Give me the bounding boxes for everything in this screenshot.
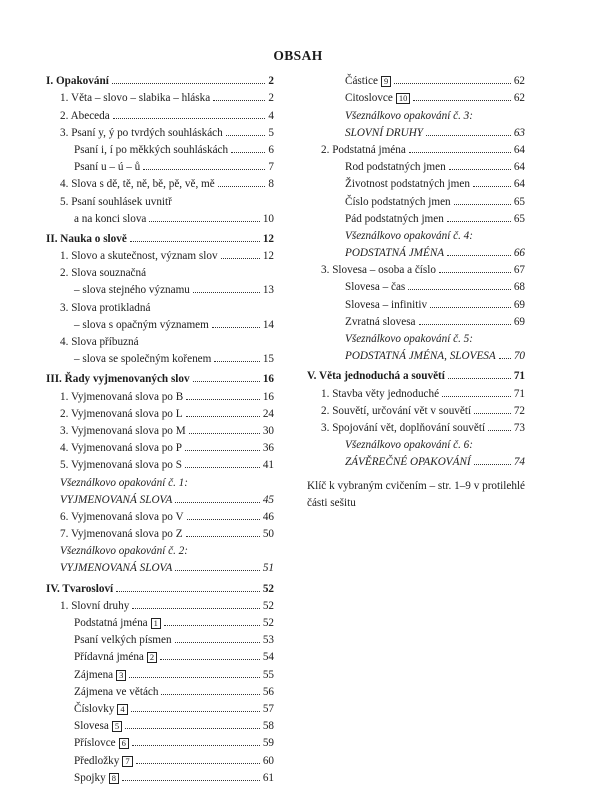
toc-page-number: 8	[268, 178, 274, 191]
toc-entry-title: Částice	[345, 75, 378, 88]
dot-leader	[186, 399, 260, 400]
toc-page-number: 65	[513, 212, 525, 225]
toc-entry-title: Podstatná jména	[74, 617, 148, 629]
toc-entry-title: 3. Psaní y, ý po tvrdých souhláskách	[60, 126, 223, 139]
exercise-number-box: 8	[109, 773, 119, 784]
toc-page-number: 24	[262, 407, 274, 420]
toc-entry-title: 3. Spojování vět, doplňování souvětí	[321, 421, 486, 434]
toc-entry	[46, 122, 274, 139]
toc-entry-title: Všeználkovo opakování č. 2:	[60, 545, 188, 558]
toc-review-entry	[46, 489, 274, 506]
exercise-number-box: 4	[117, 704, 127, 715]
toc-entry	[46, 314, 274, 331]
dot-leader	[213, 100, 265, 101]
toc-entry-title: Pád podstatných jmen	[345, 212, 444, 225]
toc-page-number: 12	[262, 250, 274, 263]
dot-leader	[193, 381, 260, 382]
toc-entry-title: Rod podstatných jmen	[345, 161, 446, 174]
toc-page-number: 51	[262, 562, 274, 575]
toc-entry-title: II. Nauka o slově	[46, 232, 127, 245]
toc-entry	[307, 208, 525, 225]
dot-leader	[187, 519, 260, 520]
toc-review-label	[46, 471, 274, 488]
toc-entry-title: 1. Slovní druhy	[60, 599, 130, 612]
toc-entry	[46, 348, 274, 365]
exercise-number-box: 1	[151, 618, 161, 629]
dot-leader	[409, 152, 511, 153]
dot-leader	[221, 258, 260, 259]
toc-entry-title: Psaní i, í po měkkých souhláskách	[74, 143, 229, 156]
dot-leader	[164, 625, 260, 626]
dot-leader	[499, 358, 511, 359]
dot-leader	[218, 186, 266, 187]
toc-entry-title: 2. Abeceda	[60, 109, 110, 122]
toc-entry-title: ZÁVĚREČNÉ OPAKOVÁNÍ	[345, 456, 471, 469]
exercise-number-box: 6	[119, 738, 129, 749]
exercise-number-box: 7	[122, 756, 132, 767]
exercise-number-box: 9	[381, 76, 391, 87]
toc-entry-title: Zájmena ve větách	[74, 685, 159, 698]
toc-entry-title: 2. Vyjmenovaná slova po L	[60, 407, 183, 420]
toc-review-entry	[307, 345, 525, 362]
exercise-number-box: 3	[116, 670, 126, 681]
toc-entry-title: I. Opakování	[46, 75, 109, 88]
toc-page-number: 57	[262, 702, 274, 715]
toc-entry	[46, 663, 274, 680]
toc-entry-title: Spojky	[74, 771, 106, 784]
toc-page-number: 71	[513, 370, 525, 383]
toc-entry	[307, 400, 525, 417]
dot-leader	[185, 450, 260, 451]
dot-leader	[448, 378, 511, 379]
toc-page-number: 64	[513, 161, 525, 174]
toc-page-number: 46	[262, 510, 274, 523]
dot-leader	[442, 396, 511, 397]
toc-entry-title: Přídavná jména	[74, 651, 144, 664]
toc-page-number: 14	[262, 318, 274, 331]
toc-review-entry	[46, 557, 274, 574]
toc-entry-title: a na konci slova	[74, 212, 147, 225]
toc-entry	[307, 276, 525, 293]
toc-entry-title: 5. Psaní souhlásek uvnitř	[60, 195, 172, 208]
dot-leader	[473, 186, 511, 187]
toc-entry-title: Citoslovce	[345, 92, 393, 105]
dot-leader	[394, 83, 511, 84]
dot-leader	[136, 763, 260, 764]
toc-entry-title: Psaní u – ú – ů	[74, 161, 141, 174]
toc-entry	[46, 156, 274, 173]
toc-page-number: 16	[262, 390, 274, 403]
toc-entry	[46, 245, 274, 262]
dot-leader	[160, 659, 260, 660]
dot-leader	[175, 642, 260, 643]
dot-leader	[161, 694, 259, 695]
toc-entry	[307, 382, 525, 399]
toc-right-column	[307, 70, 525, 512]
toc-entry-title: Zájmena	[74, 668, 114, 681]
toc-page-number: 64	[513, 178, 525, 191]
toc-entry-title: VYJMENOVANÁ SLOVA	[60, 562, 173, 575]
toc-entry-title: 3. Vyjmenovaná slova po M	[60, 424, 186, 437]
toc-page-number: 65	[513, 195, 525, 208]
toc-entry	[46, 454, 274, 471]
toc-entry-title: 2. Slova souznačná	[60, 267, 147, 280]
dot-leader	[193, 292, 260, 293]
toc-review-label	[307, 328, 525, 345]
toc-page-number: 36	[262, 442, 274, 455]
toc-page-number: 66	[513, 247, 525, 260]
toc-entry	[46, 646, 274, 663]
toc-entry	[307, 190, 525, 207]
toc-entry	[46, 437, 274, 454]
dot-leader	[113, 118, 266, 119]
dot-leader	[447, 221, 511, 222]
dot-leader	[132, 745, 260, 746]
toc-entry-title: 2. Souvětí, určování vět v souvětí	[321, 404, 472, 417]
toc-entry-title: Všeználkovo opakování č. 5:	[345, 333, 473, 345]
toc-section-heading	[307, 365, 525, 382]
dot-leader	[426, 135, 511, 136]
toc-page-number: 54	[262, 651, 274, 664]
toc-page-number: 74	[513, 456, 525, 469]
toc-entry-title: 5. Vyjmenovaná slova po S	[60, 459, 182, 472]
toc-entry	[307, 293, 525, 310]
dot-leader	[122, 780, 260, 781]
toc-page-number: 69	[513, 315, 525, 328]
toc-page-number: 4	[268, 109, 274, 122]
toc-entry	[307, 70, 525, 87]
toc-entry	[307, 139, 525, 156]
toc-entry-title: 2. Podstatná jména	[321, 143, 406, 156]
toc-page-number: 73	[513, 421, 525, 434]
toc-left-column	[46, 70, 274, 784]
dot-leader	[125, 728, 260, 729]
toc-entry-title: Číslo podstatných jmen	[345, 195, 451, 208]
exercise-number-box: 2	[147, 652, 157, 663]
toc-entry-title: Všeználkovo opakování č. 3:	[345, 109, 473, 122]
dot-leader	[226, 135, 266, 136]
toc-page-number: 45	[262, 493, 274, 506]
toc-page-number: 64	[513, 143, 525, 156]
toc-review-label	[307, 104, 525, 121]
toc-review-entry	[307, 451, 525, 468]
toc-entry	[307, 259, 525, 276]
toc-page-number: 30	[262, 424, 274, 437]
dot-leader	[430, 307, 511, 308]
toc-entry	[46, 296, 274, 313]
toc-page-number: 62	[513, 92, 525, 105]
toc-section-heading	[46, 577, 274, 594]
dot-leader	[214, 361, 259, 362]
toc-page-number: 52	[262, 599, 274, 612]
toc-page-number: 53	[262, 634, 274, 647]
toc-page-number: 50	[262, 528, 274, 541]
dot-leader	[488, 430, 511, 431]
toc-entry-title: IV. Tvarosloví	[46, 582, 114, 595]
toc-page-number: 55	[262, 668, 274, 681]
dot-leader	[419, 324, 511, 325]
dot-leader	[439, 272, 511, 273]
dot-leader	[231, 152, 265, 153]
toc-entry	[46, 767, 274, 784]
toc-page-number: 56	[262, 685, 274, 698]
dot-leader	[131, 711, 260, 712]
toc-entry-title: 6. Vyjmenovaná slova po V	[60, 510, 184, 523]
toc-section-heading	[46, 70, 274, 87]
toc-entry	[46, 506, 274, 523]
toc-section-heading	[46, 228, 274, 245]
toc-entry	[46, 87, 274, 104]
toc-entry-title: Slovesa	[74, 720, 109, 733]
toc-page-number: 7	[268, 161, 274, 174]
toc-entry-title: – slova stejného významu	[74, 284, 190, 297]
dot-leader	[132, 608, 260, 609]
toc-entry-title: Slovesa – čas	[345, 281, 406, 294]
toc-review-entry	[307, 122, 525, 139]
page-title: OBSAH	[273, 48, 323, 63]
toc-entry	[46, 681, 274, 698]
toc-entry	[46, 139, 274, 156]
toc-entry	[46, 262, 274, 279]
dot-leader	[143, 169, 265, 170]
toc-entry	[46, 595, 274, 612]
toc-entry-title: – slova s opačným významem	[74, 318, 209, 331]
dot-leader	[129, 677, 259, 678]
toc-entry	[46, 279, 274, 296]
toc-entry-title: Životnost podstatných jmen	[345, 178, 470, 191]
toc-entry-title: 4. Slova příbuzná	[60, 336, 139, 348]
toc-section-heading	[46, 368, 274, 385]
toc-page-number: 71	[513, 387, 525, 400]
toc-page-number: 10	[262, 212, 274, 225]
toc-review-label	[307, 225, 525, 242]
dot-leader	[413, 100, 510, 101]
toc-entry-title: V. Věta jednoduchá a souvětí	[307, 370, 445, 383]
toc-page-number: 16	[262, 373, 274, 386]
toc-page-number: 60	[262, 754, 274, 767]
toc-entry	[46, 104, 274, 121]
toc-entry-title: – slova se společným kořenem	[74, 353, 212, 366]
toc-page-number: 69	[513, 298, 525, 311]
dot-leader	[186, 416, 260, 417]
exercise-number-box: 5	[112, 721, 122, 732]
toc-entry	[307, 173, 525, 190]
toc-entry-title: 7. Vyjmenovaná slova po Z	[60, 528, 183, 541]
toc-entry	[307, 87, 525, 104]
toc-entry-title: 4. Vyjmenovaná slova po P	[60, 442, 182, 455]
dot-leader	[449, 169, 511, 170]
toc-entry-title: 3. Slovesa – osoba a číslo	[321, 264, 436, 277]
toc-entry	[46, 403, 274, 420]
toc-entry	[46, 715, 274, 732]
dot-leader	[185, 467, 260, 468]
toc-entry	[307, 311, 525, 328]
toc-entry-title: 1. Věta – slovo – slabika – hláska	[60, 92, 211, 105]
toc-entry-title: PODSTATNÁ JMÉNA, SLOVESA	[345, 350, 496, 363]
toc-entry-title: VYJMENOVANÁ SLOVA	[60, 493, 173, 506]
toc-page-number: 61	[262, 771, 274, 784]
toc-entry	[46, 208, 274, 225]
toc-entry-title: Všeználkovo opakování č. 4:	[345, 229, 473, 242]
toc-entry-title: Příslovce	[74, 737, 116, 750]
dot-leader	[212, 327, 260, 328]
toc-entry	[46, 732, 274, 749]
dot-leader	[408, 289, 511, 290]
dot-leader	[454, 204, 511, 205]
toc-entry-title: 1. Vyjmenovaná slova po B	[60, 390, 184, 403]
toc-entry-title: 4. Slova s dě, tě, ně, bě, pě, vě, mě	[60, 178, 215, 191]
toc-page-number: 63	[513, 126, 525, 139]
toc-entry	[46, 420, 274, 437]
toc-entry-title: Předložky	[74, 754, 120, 767]
toc-page-number: 12	[262, 232, 274, 245]
toc-entry	[46, 749, 274, 766]
toc-entry-title: III. Řady vyjmenovaných slov	[46, 373, 190, 386]
toc-review-label	[46, 540, 274, 557]
toc-entry	[46, 173, 274, 190]
toc-page-number: 15	[262, 353, 274, 366]
dot-leader	[474, 413, 511, 414]
answer-key-note: Klíč k vybraným cvičením – str. 1–9 v protilehlé části sešitu	[307, 480, 525, 510]
toc-entry-title: Psaní velkých písmen	[74, 634, 172, 647]
dot-leader	[474, 464, 511, 465]
toc-entry	[46, 331, 274, 348]
toc-page-number: 72	[513, 404, 525, 417]
toc-page-number: 2	[268, 92, 274, 105]
toc-review-entry	[307, 242, 525, 259]
toc-entry-title: Zvratná slovesa	[345, 315, 416, 328]
toc-page-number: 58	[262, 720, 274, 733]
dot-leader	[186, 536, 260, 537]
toc-right-items	[307, 70, 525, 468]
toc-page-number: 6	[268, 143, 274, 156]
toc-entry-title: Číslovky	[74, 702, 115, 715]
toc-page-number: 67	[513, 264, 525, 277]
toc-entry	[46, 612, 274, 629]
toc-page-number: 13	[262, 284, 274, 297]
dot-leader	[149, 221, 259, 222]
toc-entry	[46, 190, 274, 207]
dot-leader	[116, 591, 260, 592]
toc-entry	[46, 523, 274, 540]
exercise-number-box: 10	[396, 93, 411, 104]
toc-page-number: 5	[268, 126, 274, 139]
toc-entry-title: 1. Stavba věty jednoduché	[321, 387, 440, 400]
toc-page-number: 52	[262, 582, 274, 595]
dot-leader	[447, 255, 511, 256]
toc-entry	[46, 629, 274, 646]
dot-leader	[112, 83, 266, 84]
toc-entry-title: 1. Slovo a skutečnost, význam slov	[60, 250, 218, 263]
dot-leader	[175, 570, 259, 571]
toc-page-number: 41	[262, 459, 274, 472]
dot-leader	[175, 502, 259, 503]
toc-page-number: 62	[513, 75, 525, 88]
toc-page-number: 59	[262, 737, 274, 750]
toc-entry-title: SLOVNÍ DRUHY	[345, 126, 424, 139]
toc-entry	[307, 417, 525, 434]
toc-entry-title: Slovesa – infinitiv	[345, 298, 428, 311]
toc-page-number: 68	[513, 281, 525, 294]
dot-leader	[189, 433, 260, 434]
toc-entry	[307, 156, 525, 173]
dot-leader	[130, 241, 260, 242]
toc-page-number: 52	[262, 617, 274, 629]
toc-entry	[46, 385, 274, 402]
toc-entry-title: Všeználkovo opakování č. 1:	[60, 476, 188, 489]
toc-entry-title: 3. Slova protikladná	[60, 301, 151, 314]
toc-entry-title: Všeználkovo opakování č. 6:	[345, 439, 473, 452]
toc-entry	[46, 698, 274, 715]
toc-entry-title: PODSTATNÁ JMÉNA	[345, 247, 445, 260]
toc-review-label	[307, 434, 525, 451]
toc-page-number: 2	[268, 75, 274, 88]
toc-page-number: 70	[513, 350, 525, 363]
